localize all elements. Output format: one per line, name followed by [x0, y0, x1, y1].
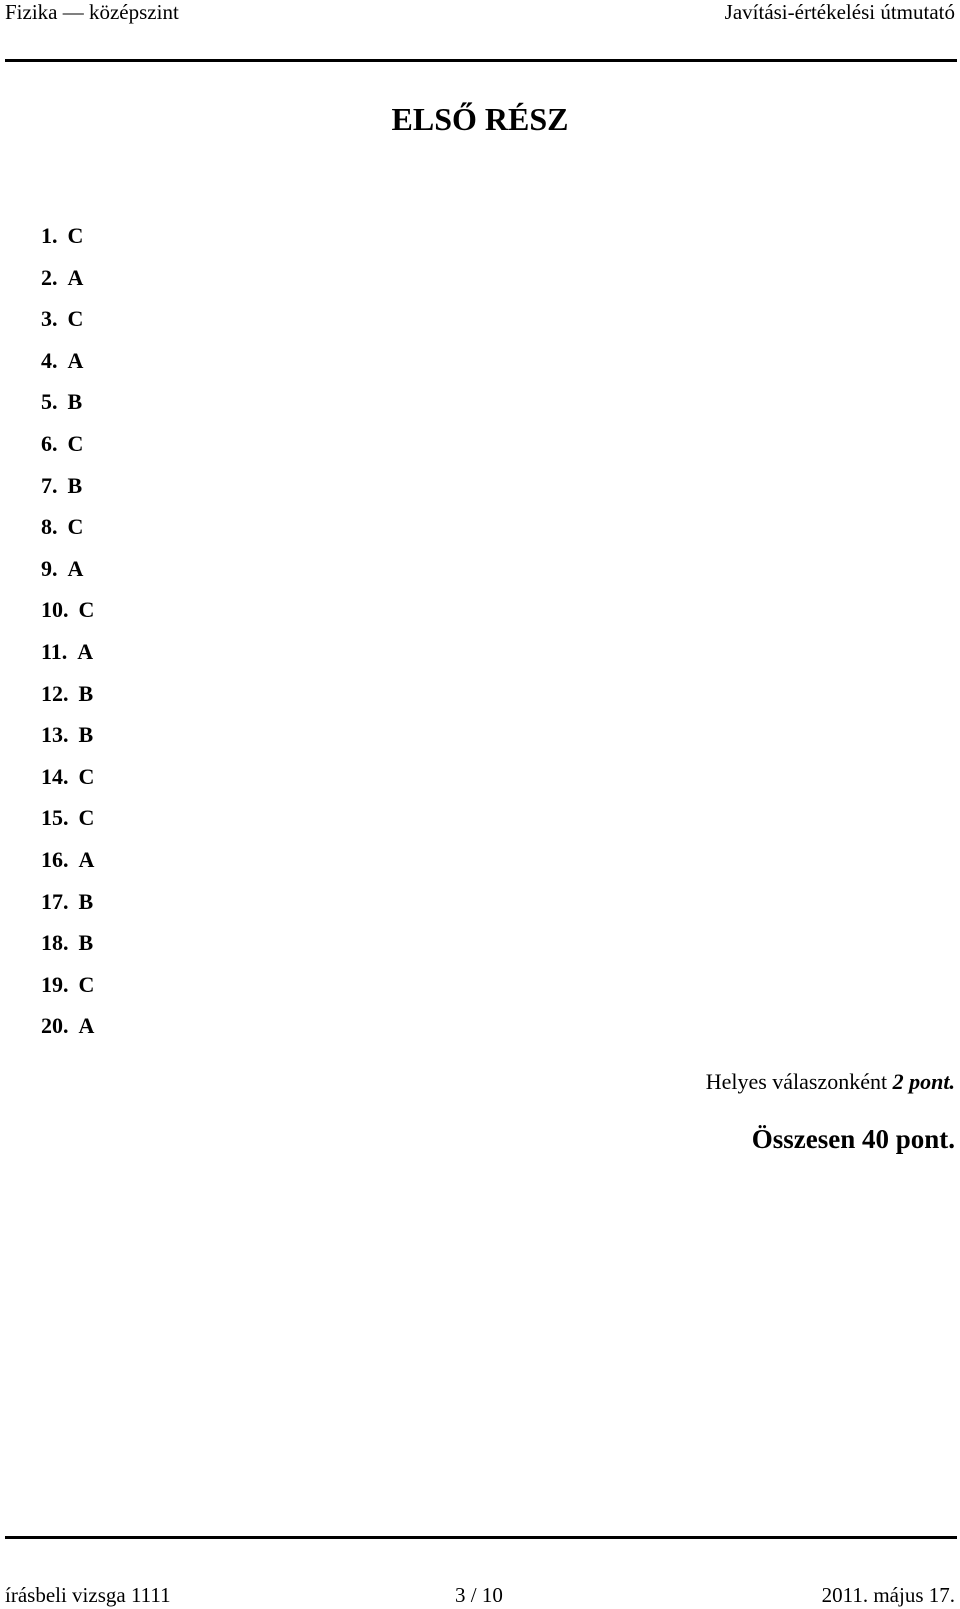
answer-letter: B — [78, 930, 94, 956]
answer-letter: A — [77, 638, 94, 664]
scoring-note-prefix: Helyes válaszonként — [705, 1069, 893, 1094]
header-document-type: Javítási-értékelési útmutató — [724, 0, 955, 24]
answer-number: 2. — [41, 264, 58, 290]
answer-item — [41, 472, 94, 514]
answer-item — [41, 888, 94, 930]
answer-number: 3. — [41, 306, 58, 332]
answer-item — [41, 929, 94, 971]
answer-item — [41, 596, 94, 638]
page-footer — [5, 1582, 955, 1608]
answer-letter: B — [78, 722, 94, 748]
footer-divider — [5, 1536, 957, 1539]
answer-item — [41, 513, 94, 555]
answer-item — [41, 305, 94, 347]
answer-letter: A — [67, 347, 84, 373]
answer-letter: C — [67, 306, 84, 332]
answer-item — [41, 555, 94, 597]
answer-number: 16. — [41, 846, 69, 872]
answer-letter: C — [78, 597, 95, 623]
answer-number: 13. — [41, 722, 69, 748]
answer-number: 8. — [41, 514, 58, 540]
answer-number: 5. — [41, 389, 58, 415]
answer-number: 6. — [41, 430, 58, 456]
answer-letter: C — [67, 223, 84, 248]
answer-item — [41, 846, 94, 888]
answer-letter: A — [78, 1013, 95, 1039]
answer-number: 17. — [41, 888, 69, 914]
footer-date: 2011. május 17. — [821, 1583, 955, 1607]
answer-item — [41, 388, 94, 430]
answer-list — [41, 222, 94, 1054]
answer-number: 14. — [41, 763, 69, 789]
answer-number: 11. — [41, 638, 68, 664]
answer-letter: B — [78, 888, 94, 914]
footer-exam-code: írásbeli vizsga 1111 — [5, 1583, 171, 1607]
answer-item — [41, 721, 94, 763]
header-divider — [5, 59, 957, 62]
answer-item — [41, 1012, 94, 1054]
answer-letter: C — [67, 514, 84, 540]
answer-letter: C — [78, 763, 95, 789]
answer-letter: B — [78, 680, 94, 706]
answer-item — [41, 763, 94, 805]
answer-item — [41, 347, 94, 389]
scoring-note-points: 2 pont. — [892, 1069, 955, 1094]
answer-item — [41, 638, 94, 680]
answer-letter: B — [67, 472, 83, 498]
answer-number: 19. — [41, 971, 69, 997]
answer-item — [41, 680, 94, 722]
answer-letter: A — [78, 846, 95, 872]
answer-item — [41, 430, 94, 472]
answer-number: 4. — [41, 347, 58, 373]
answer-number: 15. — [41, 805, 69, 831]
footer-page-number: 3 / 10 — [455, 1583, 503, 1607]
answer-number: 1. — [41, 223, 58, 248]
answer-letter: B — [67, 389, 83, 415]
answer-letter: C — [78, 971, 95, 997]
answer-number: 18. — [41, 930, 69, 956]
answer-item — [41, 971, 94, 1013]
header-subject: Fizika — középszint — [5, 0, 179, 24]
answer-number: 9. — [41, 555, 58, 581]
answer-letter: C — [67, 430, 84, 456]
answer-number: 7. — [41, 472, 58, 498]
answer-item — [41, 222, 94, 264]
answer-number: 12. — [41, 680, 69, 706]
scoring-note — [706, 1068, 955, 1096]
page-title: ELSŐ RÉSZ — [391, 101, 569, 137]
answer-number: 20. — [41, 1013, 69, 1039]
answer-letter: A — [67, 264, 84, 290]
answer-letter: C — [78, 805, 95, 831]
answer-item — [41, 264, 94, 306]
page-header — [5, 0, 955, 28]
answer-letter: A — [67, 555, 84, 581]
answer-item — [41, 804, 94, 846]
answer-number: 10. — [41, 597, 69, 623]
scoring-total: Összesen 40 pont. — [751, 1124, 955, 1154]
